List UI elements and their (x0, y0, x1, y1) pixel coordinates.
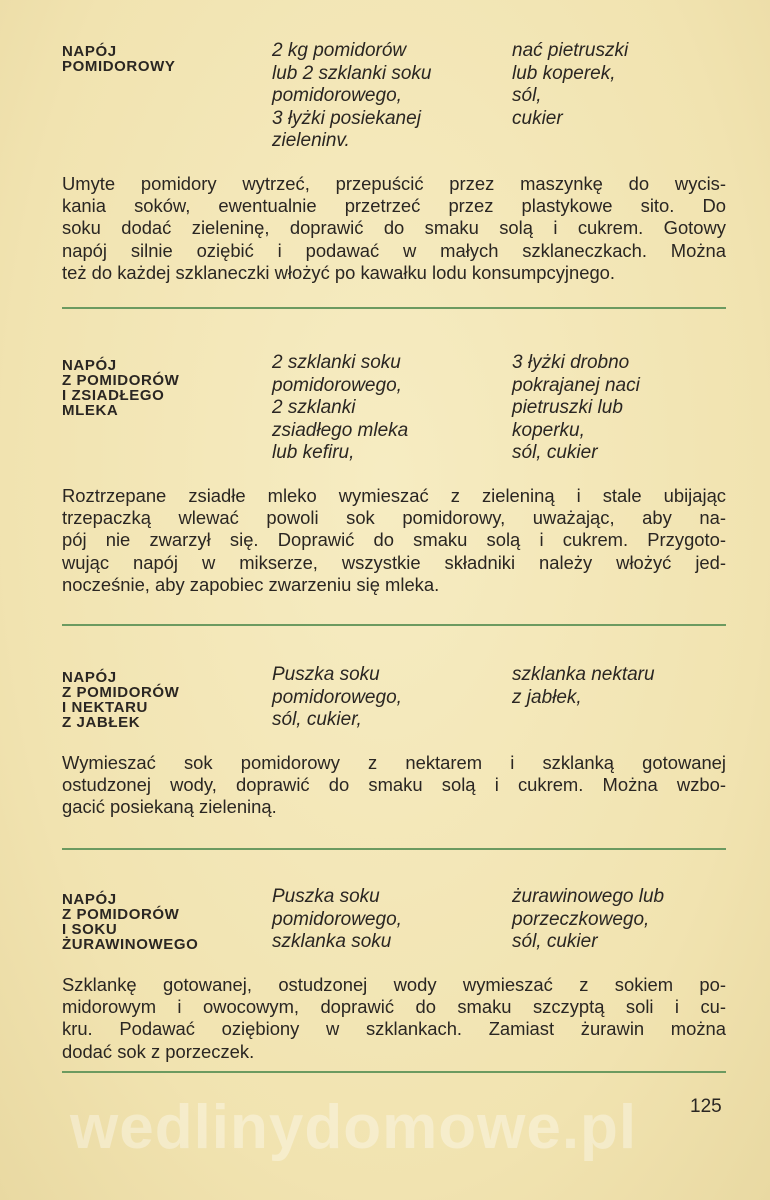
ingredients-column-2: 3 łyżki drobno pokrajanej naci pietruszki lub koperku, sól, cukier (512, 352, 640, 464)
recipe-instructions: Szklankę gotowanej, ostudzonej wody wymieszać z sokiem po- midorowym i owocowym, doprawić do smaku szczyptą soli i cu- kru. Podawać oziębiony w szklankach. Zamiast żurawin można dodać sok z porzeczek. (62, 974, 726, 1062)
recipe-title: NAPÓJ Z POMIDORÓW I NEKTARU Z JABŁEK (62, 669, 180, 731)
section-divider (62, 624, 726, 626)
ingredients-column-2: szklanka nektaru z jabłek, (512, 664, 655, 708)
ingredients-column-1: Puszka soku pomidorowego, szklanka soku (272, 886, 402, 953)
recipe-title: NAPÓJ POMIDOROWY (62, 43, 176, 75)
recipe-instructions: Umyte pomidory wytrzeć, przepuścić przez maszynkę do wycis- kania soków, ewentualnie przetrzeć przez plastykowe sito. Do soku dodać zieleninę, doprawić do smaku solą i cukrem. Gotowy napój silnie oziębić i podawać w małych szklaneczkach. Można też do każdej szklaneczki włożyć po kawałku lodu konsumpcyjnego. (62, 173, 726, 283)
section-divider (62, 307, 726, 309)
ingredients-column-1: Puszka soku pomidorowego, sól, cukier, (272, 664, 402, 731)
recipe-title: NAPÓJ Z POMIDORÓW I SOKU ŻURAWINOWEGO (62, 891, 199, 953)
section-divider (62, 848, 726, 850)
page-number: 125 (690, 1096, 722, 1117)
recipe-instructions: Wymieszać sok pomidorowy z nektarem i szklanką gotowanej ostudzonej wody, doprawić do smaku solą i cukrem. Można wzbo- gacić posiekaną zieleniną. (62, 752, 726, 818)
ingredients-column-2: nać pietruszki lub koperek, sól, cukier (512, 40, 629, 129)
watermark: wedlinydomowe.pl (70, 1093, 638, 1162)
recipe-instructions: Roztrzepane zsiadłe mleko wymieszać z zieleniną i stale ubijając trzepaczką wlewać powoli sok pomidorowy, uważając, aby na- pój nie zwarzył się. Doprawić do smaku solą i cukrem. Przygoto- wując napój w mikserze, wszystkie składniki należy włożyć jed- nocześnie, aby zapobiec zwarzeniu się mleka. (62, 485, 726, 595)
section-divider (62, 1071, 726, 1073)
recipe-title: NAPÓJ Z POMIDORÓW I ZSIADŁEGO MLEKA (62, 357, 180, 419)
ingredients-column-1: 2 kg pomidorów lub 2 szklanki soku pomidorowego, 3 łyżki posiekanej zieleninv. (272, 40, 432, 152)
ingredients-column-2: żurawinowego lub porzeczkowego, sól, cukier (512, 886, 665, 953)
ingredients-column-1: 2 szklanki soku pomidorowego, 2 szklanki zsiadłego mleka lub kefiru, (272, 352, 409, 464)
